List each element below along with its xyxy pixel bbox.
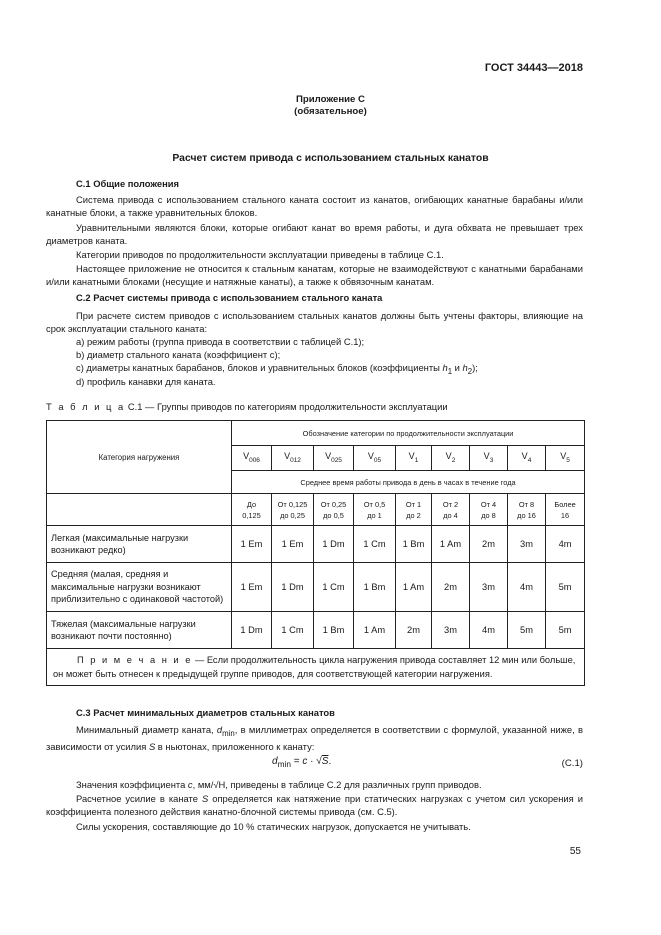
group-cell: 3m [432,612,470,649]
category-code-cell: $V_4$ [508,446,546,471]
category-code-cell: $V_2$ [432,446,470,471]
group-cell: 1 Em [232,563,272,612]
hours-cell: От 0,5 до 1 [354,494,396,526]
group-cell: 3m [470,563,508,612]
section-c3-paragraph-4: Силы ускорения, составляющие до 10 % статических нагрузок, допускается не учитывать. [76,821,471,832]
section-c1-paragraph-4: Настоящее приложение не относится к стальным канатам, которые не взаимодействуют с канатными барабанами и/или канатными блоками (несущие и натяжные канаты), а также к обвязочным канатам. [46,263,583,287]
group-cell: 2m [432,563,470,612]
group-cell: 1 Bm [396,526,432,563]
hours-cell: От 0,25 до 0,5 [314,494,354,526]
group-cell: 1 Cm [354,526,396,563]
group-cell: 1 Cm [314,563,354,612]
group-cell: 1 Em [272,526,314,563]
group-cell: 5m [546,612,585,649]
group-cell: 4m [508,563,546,612]
section-c2-intro: При расчете систем приводов с использованием стальных канатов должны быть учтены факторы, влияющие на срок эксплуатации стального каната: [46,310,583,334]
category-code-cell: $V_3$ [470,446,508,471]
list-item-c: c) диаметры канатных барабанов, блоков и уравнительных блоков (коэффициенты $h_1$ и $h_2$); [76,362,478,376]
appendix-status: (обязательное) [294,106,367,117]
table-row [47,563,585,612]
table-row [47,526,585,563]
load-category-header: Категория нагружения [47,421,232,494]
section-c2-heading: С.2 Расчет системы привода с использованием стального каната [76,292,383,303]
formula-c1: $d_{min} = c \cdot √S$. [272,756,332,769]
group-cell: 1 Dm [232,612,272,649]
section-c3-paragraph-2: Значения коэффициента c, мм/√Н, приведены в таблице С.2 для различных групп приводов. [76,779,482,790]
category-header: Обозначение категории по продолжительности эксплуатации [232,421,585,446]
time-header: Среднее время работы привода в день в часах в течение года [232,471,585,494]
group-cell: 2m [396,612,432,649]
group-cell: 1 Bm [354,563,396,612]
hours-cell: От 8 до 16 [508,494,546,526]
group-cell: 1 Am [432,526,470,563]
section-c1-paragraph-1: Система привода с использованием стального каната состоит из канатов, огибающих канатные барабаны и/или канатные блоки, а также уравнительных блоков. [46,194,583,218]
h-symbol: h [462,362,468,373]
section-c1-paragraph-2: Уравнительными являются блоки, которые огибают канат во время работы, и дуга обхвата не превышает трех диаметров каната. [46,222,583,246]
load-category-label: Средняя (малая, средняя и максимальные нагрузки возникают приблизительно с одинаковой частотой) [47,563,232,612]
hours-cell: От 4 до 8 [470,494,508,526]
document-number: ГОСТ 34443—2018 [484,62,583,74]
hours-row [47,494,585,526]
page-number: 55 [569,846,581,857]
category-code-cell: $V_{006}$ [232,446,272,471]
section-c1-paragraph-3: Категории приводов по продолжительности эксплуатации приведены в таблице С.1. [76,249,444,260]
appendix-title: Приложение С [296,94,365,105]
group-cell: 1 Bm [314,612,354,649]
table-note: П р и м е ч а н и е — Если продолжительность цикла нагружения привода составляет 12 мин или больше, он может быть отнесен к предыдущей группе приводов, для соответствующей категории нагружения. [47,649,585,686]
category-code-cell: $V_{05}$ [354,446,396,471]
section-c3-paragraph-3: Расчетное усилие в канате S определяется как натяжение при статических нагрузках с учетом сил ускорения и коэффициента полезного действия канатно-блочной системы привода (см. С.5). [46,793,583,817]
load-category-label: Легкая (максимальные нагрузки возникают редко) [47,526,232,563]
load-category-label: Тяжелая (максимальные нагрузки возникают почти постоянно) [47,612,232,649]
table-caption: Т а б л и ц а С.1 — Группы приводов по категориям продолжительности эксплуатации [46,401,448,412]
group-cell: 5m [508,612,546,649]
list-item-a: a) режим работы (группа привода в соответствии с таблицей С.1); [76,336,365,347]
hours-cell: До 0,125 [232,494,272,526]
section-c3-paragraph-1: Минимальный диаметр каната, $d_{min}$, в миллиметрах определяется в соответствии с формулой, указанной ниже, в зависимости от усилия S в ньютонах, приложенного к канату: [46,724,583,752]
list-item-b: b) диаметр стального каната (коэффициент c); [76,349,281,360]
group-cell: 1 Em [232,526,272,563]
category-code-cell: $V_5$ [546,446,585,471]
group-cell: 5m [546,563,585,612]
group-cell: 1 Dm [314,526,354,563]
drive-groups-table [46,420,585,686]
category-code-cell: $V_1$ [396,446,432,471]
group-cell: 4m [546,526,585,563]
table-row [47,612,585,649]
table-caption-label: Т а б л и ц а [46,401,126,412]
group-cell: 2m [470,526,508,563]
hours-cell: Более 16 [546,494,585,526]
category-code-cell: $V_{025}$ [314,446,354,471]
group-cell: 1 Am [354,612,396,649]
list-item-d: d) профиль канавки для каната. [76,376,216,387]
hours-cell: От 1 до 2 [396,494,432,526]
group-cell: 4m [470,612,508,649]
group-cell: 1 Dm [272,563,314,612]
category-code-cell: $V_{012}$ [272,446,314,471]
group-cell: 1 Am [396,563,432,612]
group-cell: 3m [508,526,546,563]
section-c3-heading: С.3 Расчет минимальных диаметров стальных канатов [76,707,335,718]
hours-cell: От 2 до 4 [432,494,470,526]
hours-cell: От 0,125 до 0,25 [272,494,314,526]
formula-number: (С.1) [561,758,583,769]
main-title: Расчет систем привода с использованием стальных канатов [172,153,489,164]
section-c1-heading: С.1 Общие положения [76,178,179,189]
group-cell: 1 Cm [272,612,314,649]
